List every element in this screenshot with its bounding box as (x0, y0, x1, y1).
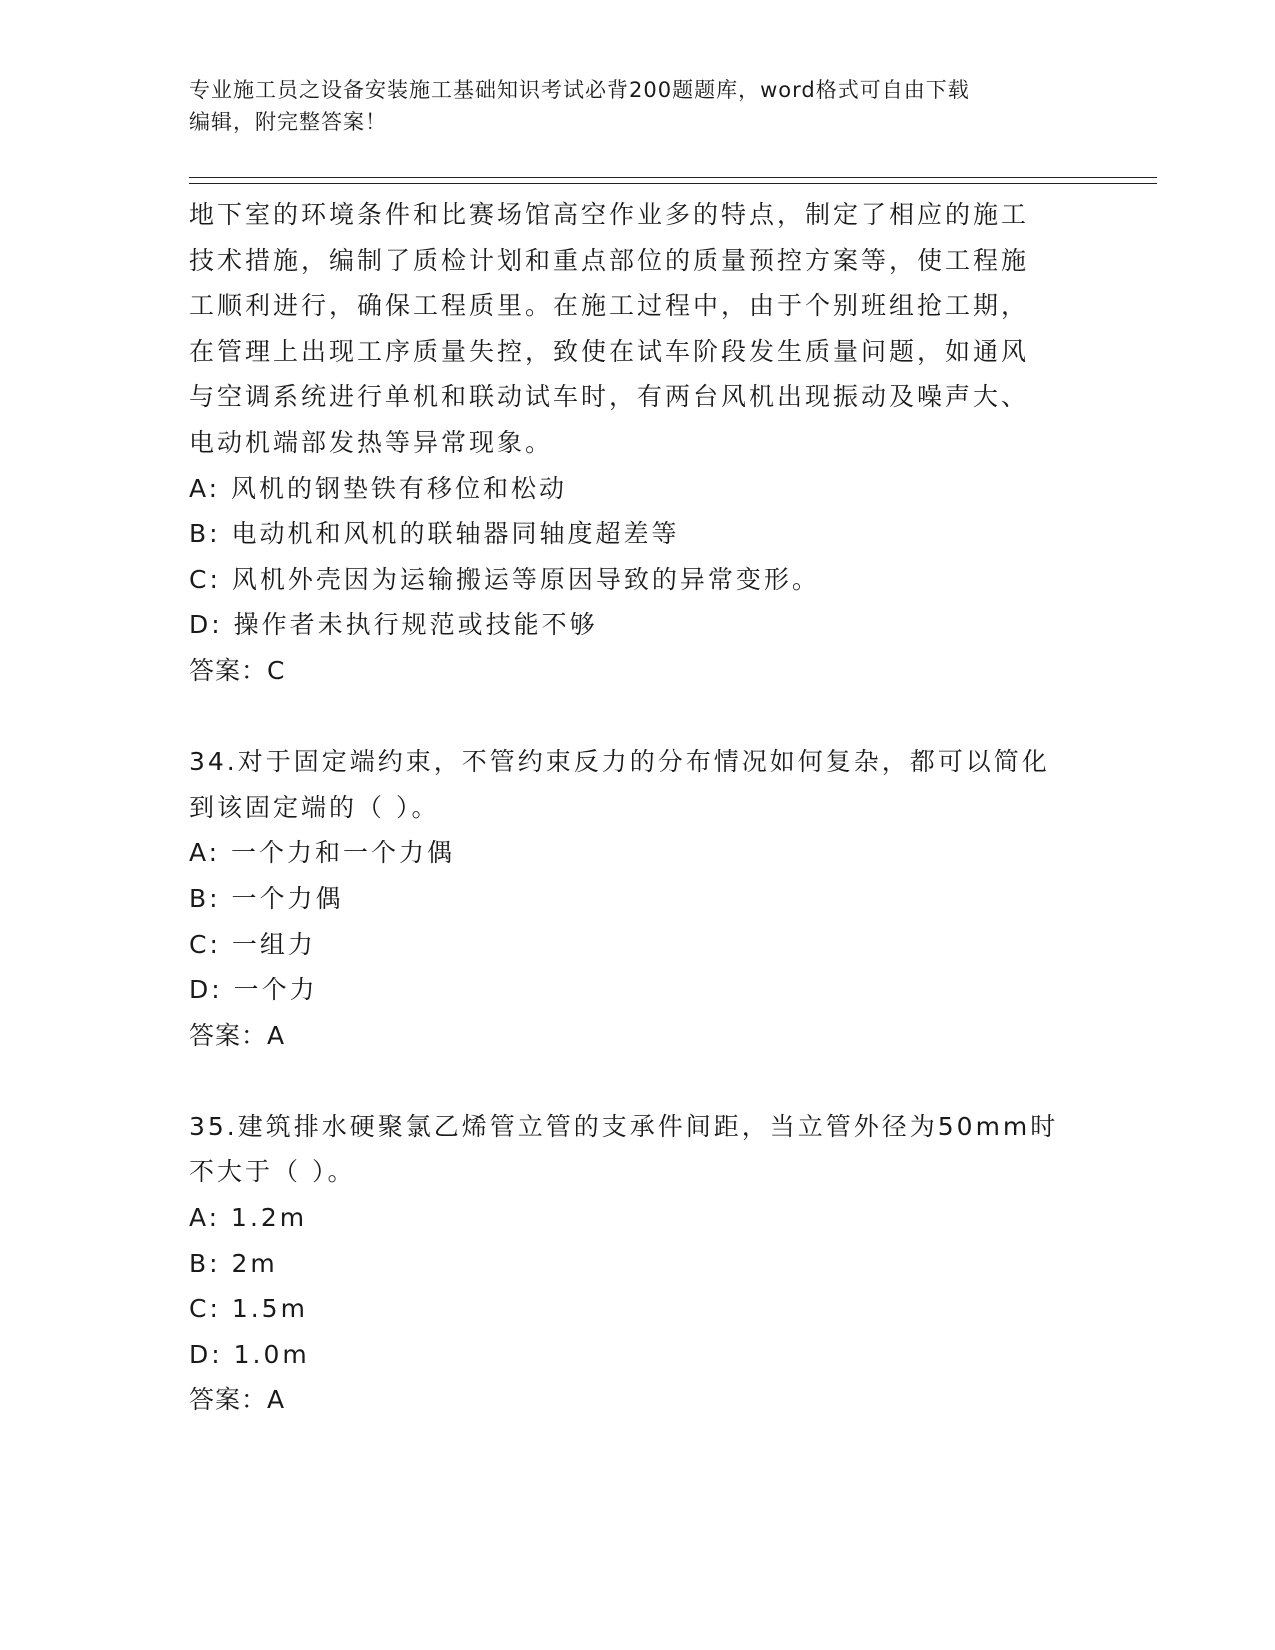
option-b: B: 2m (189, 1248, 278, 1278)
question-text-line: 35.建筑排水硬聚氯乙烯管立管的支承件间距，当立管外径为50mm时 (189, 1111, 1059, 1141)
question-text-line: 工顺利进行，确保工程质里。在施工过程中，由于个别班组抢工期， (189, 291, 1030, 321)
document-header (189, 74, 1089, 138)
header-title-line-1: 专业施工员之设备安装施工基础知识考试必背200题题库，word格式可自由下载 (189, 78, 970, 102)
answer-line: 答案：A (189, 1020, 286, 1050)
option-d: D: 一个力 (189, 975, 318, 1005)
question-text-line: 地下室的环境条件和比赛场馆高空作业多的特点，制定了相应的施工 (189, 200, 1030, 229)
question-text-line: 与空调系统进行单机和联动试车时，有两台风机出现振动及噪声大、 (189, 382, 1030, 412)
question-text-line: 在管理上出现工序质量失控，致使在试车阶段发生质量问题，如通风 (189, 336, 1030, 366)
question-34 (189, 739, 1089, 1058)
option-c: C: 1.5m (189, 1294, 308, 1324)
option-a: A: 1.2m (189, 1203, 308, 1233)
answer-line: 答案：C (189, 655, 286, 685)
question-text-line: 34.对于固定端约束，不管约束反力的分布情况如何复杂，都可以简化 (189, 747, 1050, 777)
spacer (189, 1058, 1089, 1104)
header-title-line-2: 编辑，附完整答案！ (189, 110, 387, 134)
option-d: D: 操作者未执行规范或技能不够 (189, 610, 598, 640)
option-d: D: 1.0m (189, 1339, 310, 1369)
option-c: C: 风机外壳因为运输搬运等原因导致的异常变形。 (189, 564, 820, 594)
spacer (189, 694, 1089, 740)
header-divider-bottom (189, 183, 1157, 184)
option-b: B: 一个力偶 (189, 883, 344, 913)
option-c: C: 一组力 (189, 929, 316, 959)
question-text-line: 到该固定端的（ ）。 (189, 792, 440, 822)
question-35 (189, 1104, 1089, 1423)
answer-line: 答案：A (189, 1385, 286, 1415)
question-text-line: 电动机端部发热等异常现象。 (189, 427, 554, 457)
question-text-line: 不大于（ ）。 (189, 1157, 356, 1187)
option-a: A: 风机的钢垫铁有移位和松动 (189, 473, 568, 503)
option-a: A: 一个力和一个力偶 (189, 838, 456, 868)
question-33-continued (189, 192, 1089, 694)
question-text-line: 技术措施，编制了质检计划和重点部位的质量预控方案等，使工程施 (189, 245, 1030, 275)
option-b: B: 电动机和风机的联轴器同轴度超差等 (189, 519, 680, 549)
header-divider-top (189, 177, 1157, 178)
document-body (189, 192, 1089, 1423)
